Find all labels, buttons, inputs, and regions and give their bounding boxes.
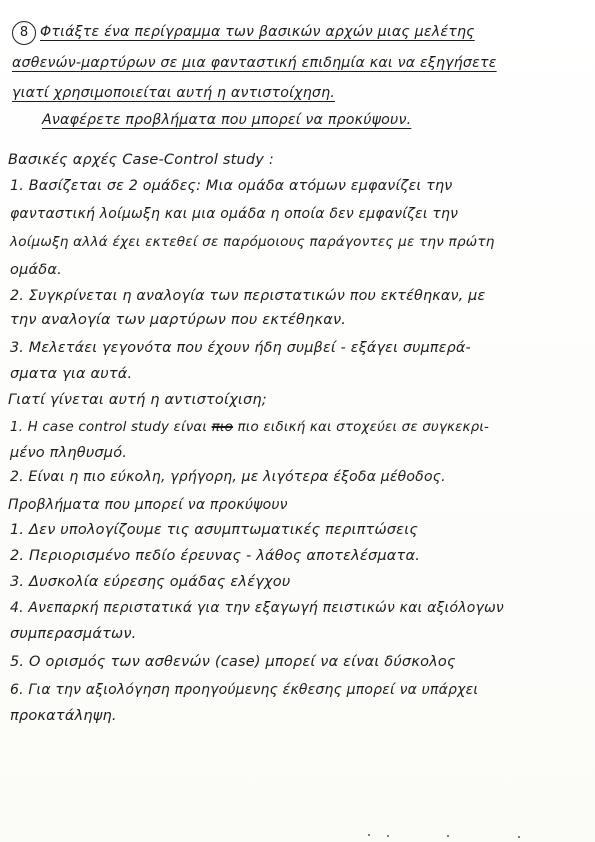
principle-3-line-2: σματα για αυτά. <box>10 366 133 382</box>
question-line-3: γιατί χρησιμοποιείται αυτή η αντιστοίχηση. <box>12 85 336 101</box>
question-line-4: Αναφέρετε προβλήματα που μπορεί να προκύψουν. <box>42 112 412 128</box>
scan-speck <box>447 835 449 837</box>
principle-1-line-2: φανταστική λοίμωξη και μια ομάδα η οποία δεν εμφανίζει την <box>10 206 459 222</box>
scan-speck <box>368 834 370 836</box>
problem-6-line-2: προκατάληψη. <box>10 708 117 724</box>
why-1-text-a: 1. Η case control study είναι <box>10 420 208 435</box>
problem-2: 2. Περιορισμένο πεδίο έρευνας - λάθος αποτελέσματα. <box>10 548 421 564</box>
problem-4-line-2: συμπερασμάτων. <box>10 626 137 642</box>
principle-3-line-1: 3. Μελετάει γεγονότα που έχουν ήδη συμβεί - εξάγει συμπερά- <box>10 340 471 356</box>
question-line-1: Φτιάξτε ένα περίγραμμα των βασικών αρχών μιας μελέτης <box>40 24 475 40</box>
question-line-2: ασθενών-μαρτύρων σε μια φανταστική επιδημία και να εξηγήσετε <box>12 55 497 71</box>
why-1-text-b: πιο ειδική και στοχεύει σε συγκεκρι- <box>237 420 490 435</box>
problem-5: 5. Ο ορισμός των ασθενών (case) μπορεί να είναι δύσκολος <box>10 654 456 670</box>
why-1-line-2: μένο πληθυσμό. <box>10 445 128 461</box>
principle-2-line-2: την αναλογία των μαρτύρων που εκτέθηκαν. <box>10 312 347 328</box>
scan-speck <box>518 836 520 838</box>
crossed-out-word: πιο <box>211 420 234 435</box>
why-2-line-1: 2. Είναι η πιο εύκολη, γρήγορη, με λιγότερα έξοδα μέθοδος. <box>10 469 446 485</box>
problem-1: 1. Δεν υπολογίζουμε τις ασυμπτωματικές περιπτώσεις <box>10 522 419 538</box>
principle-2-line-1: 2. Συγκρίνεται η αναλογία των περιστατικών που εκτέθηκαν, με <box>10 288 486 304</box>
principle-1-line-1: 1. Βασίζεται σε 2 ομάδες: Μια ομάδα ατόμων εμφανίζει την <box>10 178 453 194</box>
problem-4-line-1: 4. Ανεπαρκή περιστατικά για την εξαγωγή πειστικών και αξιόλογων <box>10 600 504 616</box>
why-1-line-1 <box>10 420 489 435</box>
problems-heading: Προβλήματα που μπορεί να προκύψουν <box>8 497 288 513</box>
principle-1-line-4: ομάδα. <box>10 262 62 278</box>
problem-6-line-1: 6. Για την αξιολόγηση προηγούμενης έκθεσης μπορεί να υπάρχει <box>10 682 479 698</box>
question-number: 8 <box>12 21 36 45</box>
why-heading: Γιατί γίνεται αυτή η αντιστοίχιση; <box>8 392 267 408</box>
scan-speck <box>387 835 389 837</box>
problem-3: 3. Δυσκολία εύρεσης ομάδας ελέγχου <box>10 574 291 590</box>
principle-1-line-3: λοίμωξη αλλά έχει εκτεθεί σε παρόμοιους παράγοντες με την πρώτη <box>10 234 495 250</box>
principles-heading: Βασικές αρχές Case-Control study : <box>8 152 274 168</box>
